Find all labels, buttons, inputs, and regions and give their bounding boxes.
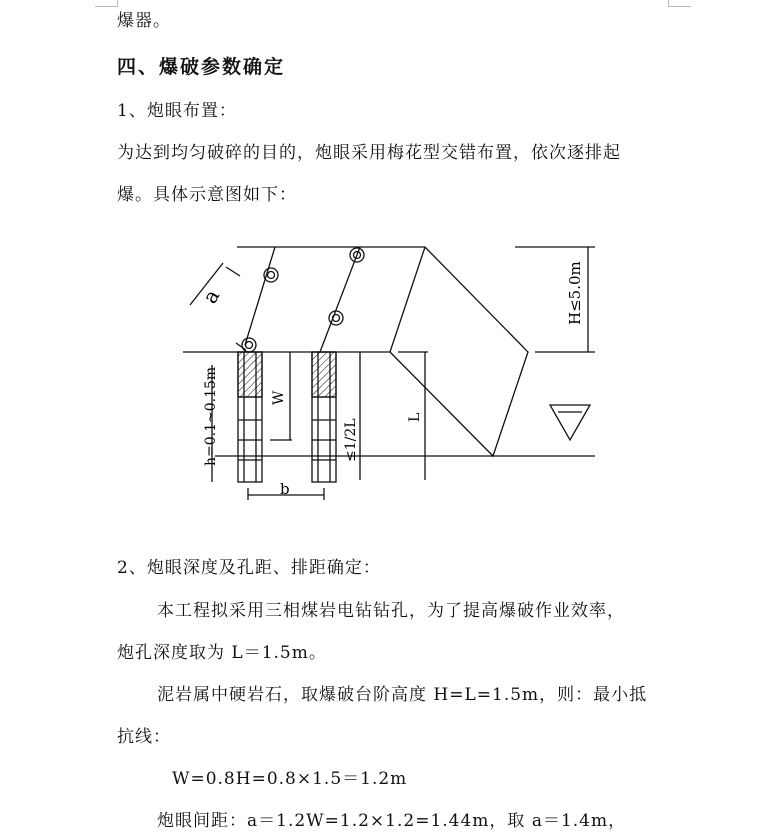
- paragraph-line: 炮眼间距：a＝1.2W=1.2×1.2=1.44m，取 a＝1.4m，: [157, 811, 627, 831]
- section-heading: 四、爆破参数确定: [117, 56, 286, 78]
- label-w: W: [271, 390, 287, 405]
- blast-hole-icon: [242, 338, 256, 352]
- stemming-right: [312, 352, 336, 397]
- paragraph-fragment: 爆器。: [117, 11, 171, 31]
- label-h: H≤5.0m: [566, 261, 584, 325]
- paragraph-line: 爆。具体示意图如下：: [117, 185, 297, 205]
- label-b: b: [280, 480, 290, 498]
- label-h2: h=0.1~0.15m: [203, 366, 219, 466]
- paragraph-line: 抗线：: [117, 727, 171, 747]
- label-half-l: ≤1/2L: [343, 418, 359, 462]
- bench-face-line: [390, 247, 425, 352]
- paragraph-line: 炮孔深度取为 L＝1.5m。: [117, 643, 327, 663]
- paragraph-line: 泥岩属中硬岩石，取爆破台阶高度 H=L=1.5m，则：最小抵: [157, 685, 648, 705]
- hole-row-line: [320, 247, 360, 352]
- column-cross-bars: [238, 397, 336, 460]
- subsection-heading-1: 1、炮眼布置：: [117, 101, 237, 121]
- subsection-heading-2: 2、炮眼深度及孔距、排距确定：: [117, 558, 381, 578]
- blast-hole-icon: [246, 342, 253, 349]
- label-a: a: [197, 285, 225, 308]
- label-l: L: [407, 412, 423, 422]
- paragraph-line: 为达到均匀破碎的目的，炮眼采用梅花型交错布置，依次逐排起: [117, 143, 621, 163]
- paragraph-line: 本工程拟采用三相煤岩电钻钻孔，为了提高爆破作业效率，: [157, 601, 625, 621]
- dimension-a-tick: [236, 343, 246, 350]
- hole-row-line: [245, 247, 275, 345]
- blast-hole-icon: [268, 272, 275, 279]
- level-marker-icon: [550, 405, 590, 440]
- blast-hole-icon: [329, 311, 343, 325]
- dimension-a-tick: [226, 267, 240, 276]
- formula-line: W=0.8H=0.8×1.5＝1.2m: [172, 769, 408, 789]
- stemming-left: [238, 352, 262, 397]
